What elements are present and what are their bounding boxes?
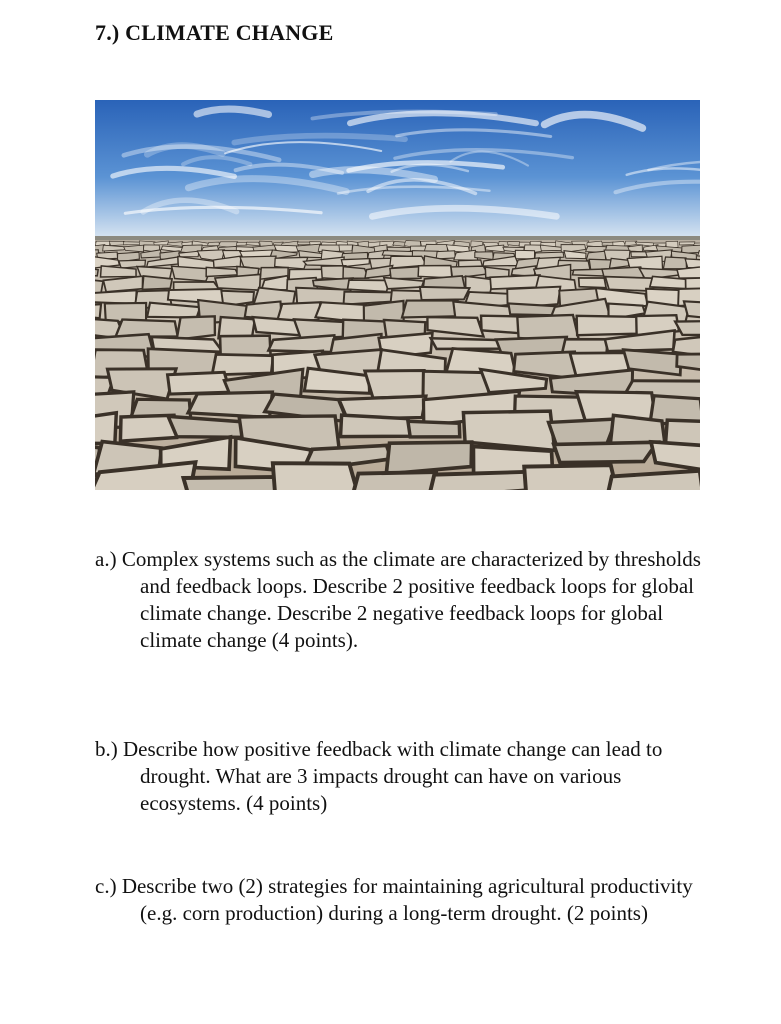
mud-tile	[348, 280, 390, 292]
mud-tile	[215, 274, 260, 290]
mud-tile	[341, 415, 415, 436]
mud-tile	[273, 463, 359, 490]
mud-tile	[352, 472, 437, 490]
mud-tile	[609, 258, 628, 268]
mud-tile	[524, 465, 618, 490]
mud-tile	[682, 245, 700, 253]
mud-tile	[95, 304, 101, 318]
mud-tile	[515, 250, 534, 259]
mud-tile	[420, 287, 470, 300]
mud-tile	[95, 290, 137, 303]
mud-tile	[431, 338, 504, 349]
mud-tile	[390, 267, 421, 279]
mud-tile	[321, 266, 345, 279]
mud-tile	[206, 267, 238, 276]
mud-tile	[579, 278, 606, 288]
mud-tile	[382, 251, 415, 257]
mud-tile	[123, 242, 141, 245]
mud-tile	[339, 245, 353, 251]
mud-tile	[463, 411, 554, 450]
mud-tile	[663, 257, 686, 269]
mud-tile	[188, 392, 272, 417]
mud-tile	[109, 241, 124, 245]
mud-tile	[386, 442, 471, 474]
mud-tile	[297, 242, 311, 244]
mud-tile	[177, 316, 215, 339]
mud-tile	[554, 442, 657, 462]
question-b	[95, 736, 710, 817]
mud-tile	[572, 269, 605, 276]
mud-tile	[168, 372, 231, 394]
drought-photo	[95, 100, 700, 490]
page-title: 7.) CLIMATE CHANGE	[95, 20, 334, 45]
question-c	[95, 873, 710, 927]
mud-tile	[207, 242, 219, 246]
mud-tile	[365, 370, 429, 397]
question-a	[95, 546, 710, 654]
mud-tile	[508, 303, 557, 315]
mud-tile	[418, 265, 452, 277]
mud-tile	[466, 276, 493, 293]
mud-tile	[402, 300, 458, 317]
mud-tile	[577, 316, 641, 335]
mud-tile	[429, 472, 532, 490]
mud-tile	[183, 477, 279, 490]
mud-tile	[679, 242, 694, 245]
ground-cracks	[95, 240, 700, 490]
mud-tile	[436, 251, 455, 259]
mud-tile	[408, 421, 460, 437]
mud-tile	[475, 252, 494, 260]
mud-tile	[172, 266, 211, 281]
question-a-text: a.) Complex systems such as the climate are characterized by thresholds and feedback loops. Describe 2 positive feedback loops for global climate change. Describe 2 negative feedback loops for global climate change (4 points).	[95, 547, 701, 652]
mud-tile	[142, 276, 172, 289]
question-b-text: b.) Describe how positive feedback with climate change can lead to drought. What are 3 impacts drought can have on various ecosystems. (4 points)	[95, 737, 663, 815]
cracked-earth-image	[95, 100, 700, 490]
question-c-text: c.) Describe two (2) strategies for maintaining agricultural productivity (e.g. corn production) during a long-term drought. (2 points)	[95, 874, 693, 925]
mud-tile	[95, 413, 116, 444]
